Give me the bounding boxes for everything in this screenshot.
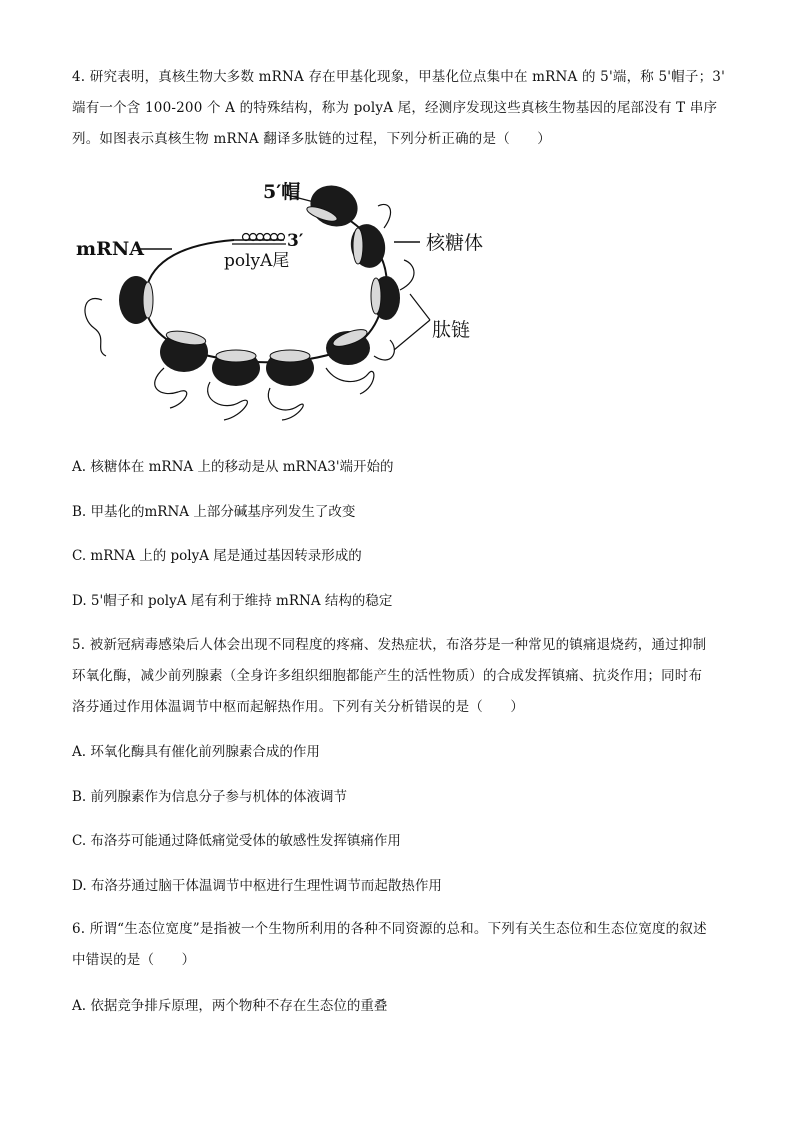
polysome-figure — [74, 172, 504, 424]
q4-option-a: A. 核糖体在 mRNA 上的移动是从 mRNA3'端开始的 — [72, 459, 394, 475]
q4-option-c: C. mRNA 上的 polyA 尾是通过基因转录形成的 — [72, 548, 362, 564]
stem-line: 6. 所谓“生态位宽度”是指被一个生物所利用的各种不同资源的总和。下列有关生态位和生态位宽度的叙述 — [72, 921, 707, 937]
question-5-stem — [72, 630, 722, 723]
three-prime-label: 3′ — [287, 231, 304, 251]
stem-line: 洛芬通过作用体温调节中枢而起解热作用。下列有关分析错误的是（ ） — [72, 699, 525, 715]
stem-line: 列。如图表示真核生物 mRNA 翻译多肽链的过程，下列分析正确的是（ ） — [72, 131, 552, 147]
question-6-stem — [72, 914, 722, 976]
q4-option-d: D. 5'帽子和 polyA 尾有利于维持 mRNA 结构的稳定 — [72, 593, 393, 609]
cap-label: 5′帽 — [263, 181, 301, 203]
polysome-diagram — [74, 172, 504, 424]
peptide-label: 肽链 — [432, 319, 471, 341]
mrna-label: mRNA — [76, 238, 145, 260]
q5-option-b: B. 前列腺素作为信息分子参与机体的体液调节 — [72, 789, 348, 805]
stem-line: 4. 研究表明，真核生物大多数 mRNA 存在甲基化现象，甲基化位点集中在 mRNA 的 5'端，称 5'帽子；3' — [72, 69, 725, 85]
stem-line: 环氧化酶，减少前列腺素（全身许多组织细胞都能产生的活性物质）的合成发挥镇痛、抗炎作用；同时布 — [72, 668, 703, 684]
question-4-stem — [72, 62, 725, 155]
q6-option-a: A. 依据竞争排斥原理，两个物种不存在生态位的重叠 — [72, 998, 388, 1014]
q5-option-a: A. 环氧化酶具有催化前列腺素合成的作用 — [72, 744, 320, 760]
q5-option-d: D. 布洛芬通过脑干体温调节中枢进行生理性调节而起散热作用 — [72, 878, 442, 894]
ribosome-label: 核糖体 — [426, 232, 484, 254]
stem-line: 中错误的是（ ） — [72, 952, 196, 968]
q4-option-b: B. 甲基化的mRNA 上部分碱基序列发生了改变 — [72, 504, 356, 520]
ribosomes — [119, 179, 400, 386]
stem-line: 端有一个含 100-200 个 A 的特殊结构，称为 polyA 尾，经测序发现这些真核生物基因的尾部没有 T 串序 — [72, 100, 718, 116]
q5-option-c: C. 布洛芬可能通过降低痛觉受体的敏感性发挥镇痛作用 — [72, 833, 401, 849]
stem-line: 5. 被新冠病毒感染后人体会出现不同程度的疼痛、发热症状，布洛芬是一种常见的镇痛退烧药，通过抑制 — [72, 637, 707, 653]
polya-label: polyA尾 — [224, 251, 290, 271]
